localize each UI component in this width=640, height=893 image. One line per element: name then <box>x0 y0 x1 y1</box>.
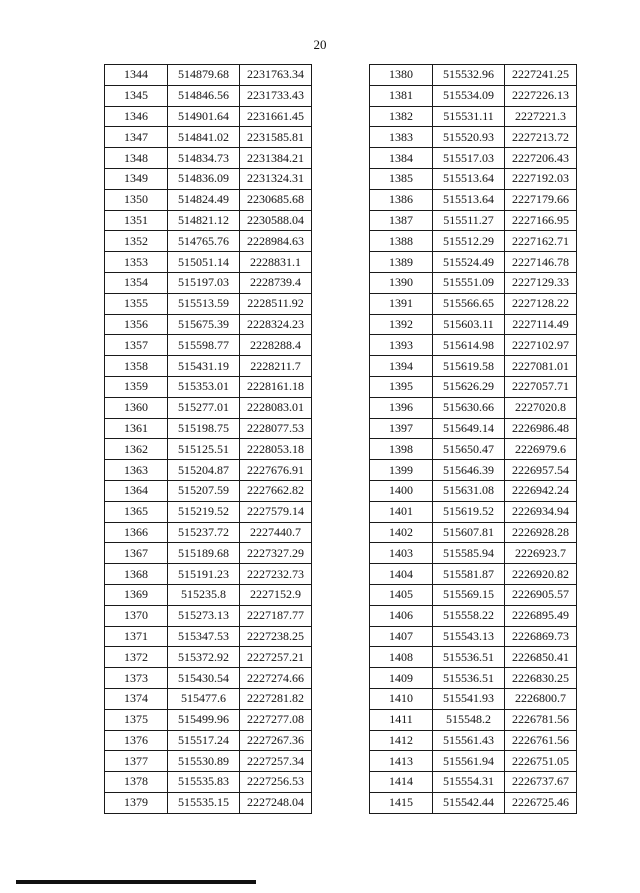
point-number-cell: 1357 <box>105 335 168 356</box>
x-coordinate-cell: 515207.59 <box>168 480 240 501</box>
coordinates-table-left <box>104 64 312 814</box>
table-row <box>105 668 312 689</box>
point-number-cell: 1345 <box>105 85 168 106</box>
table-row <box>105 543 312 564</box>
x-coordinate-cell: 514841.02 <box>168 127 240 148</box>
y-coordinate-cell: 2227102.97 <box>505 335 577 356</box>
x-coordinate-cell: 515524.49 <box>433 252 505 273</box>
table-row <box>105 272 312 293</box>
table-row <box>105 148 312 169</box>
table-row <box>105 564 312 585</box>
point-number-cell: 1349 <box>105 168 168 189</box>
x-coordinate-cell: 515535.15 <box>168 792 240 813</box>
table-row <box>105 356 312 377</box>
point-number-cell: 1355 <box>105 293 168 314</box>
y-coordinate-cell: 2230685.68 <box>240 189 312 210</box>
point-number-cell: 1415 <box>370 792 433 813</box>
table-row <box>370 480 577 501</box>
table-row <box>370 460 577 481</box>
table-row <box>370 65 577 86</box>
point-number-cell: 1375 <box>105 709 168 730</box>
table-row <box>370 106 577 127</box>
table-row <box>370 127 577 148</box>
y-coordinate-cell: 2227579.14 <box>240 501 312 522</box>
point-number-cell: 1404 <box>370 564 433 585</box>
point-number-cell: 1372 <box>105 647 168 668</box>
point-number-cell: 1366 <box>105 522 168 543</box>
x-coordinate-cell: 515197.03 <box>168 272 240 293</box>
point-number-cell: 1388 <box>370 231 433 252</box>
table-row <box>105 605 312 626</box>
table-row <box>370 668 577 689</box>
y-coordinate-cell: 2231733.43 <box>240 85 312 106</box>
table-row <box>105 106 312 127</box>
table-row <box>105 397 312 418</box>
x-coordinate-cell: 514879.68 <box>168 65 240 86</box>
table-row <box>105 626 312 647</box>
y-coordinate-cell: 2227162.71 <box>505 231 577 252</box>
table-row <box>105 231 312 252</box>
point-number-cell: 1361 <box>105 418 168 439</box>
table-row <box>370 252 577 273</box>
y-coordinate-cell: 2228083.01 <box>240 397 312 418</box>
y-coordinate-cell: 2226761.56 <box>505 730 577 751</box>
x-coordinate-cell: 515430.54 <box>168 668 240 689</box>
x-coordinate-cell: 514901.64 <box>168 106 240 127</box>
table-row <box>370 356 577 377</box>
point-number-cell: 1384 <box>370 148 433 169</box>
footer-rule <box>16 880 256 884</box>
y-coordinate-cell: 2227166.95 <box>505 210 577 231</box>
y-coordinate-cell: 2231324.31 <box>240 168 312 189</box>
table-row <box>105 751 312 772</box>
table-row <box>370 148 577 169</box>
point-number-cell: 1397 <box>370 418 433 439</box>
x-coordinate-cell: 514821.12 <box>168 210 240 231</box>
y-coordinate-cell: 2227662.82 <box>240 480 312 501</box>
y-coordinate-cell: 2227187.77 <box>240 605 312 626</box>
y-coordinate-cell: 2227213.72 <box>505 127 577 148</box>
point-number-cell: 1414 <box>370 772 433 793</box>
y-coordinate-cell: 2227129.33 <box>505 272 577 293</box>
point-number-cell: 1402 <box>370 522 433 543</box>
x-coordinate-cell: 515235.8 <box>168 584 240 605</box>
x-coordinate-cell: 515569.15 <box>433 584 505 605</box>
point-number-cell: 1354 <box>105 272 168 293</box>
x-coordinate-cell: 515372.92 <box>168 647 240 668</box>
point-number-cell: 1363 <box>105 460 168 481</box>
point-number-cell: 1407 <box>370 626 433 647</box>
y-coordinate-cell: 2227057.71 <box>505 376 577 397</box>
y-coordinate-cell: 2227327.29 <box>240 543 312 564</box>
x-coordinate-cell: 515517.03 <box>433 148 505 169</box>
table-row <box>105 293 312 314</box>
x-coordinate-cell: 515204.87 <box>168 460 240 481</box>
point-number-cell: 1398 <box>370 439 433 460</box>
point-number-cell: 1367 <box>105 543 168 564</box>
y-coordinate-cell: 2227257.34 <box>240 751 312 772</box>
x-coordinate-cell: 515614.98 <box>433 335 505 356</box>
x-coordinate-cell: 515548.2 <box>433 709 505 730</box>
x-coordinate-cell: 515477.6 <box>168 688 240 709</box>
table-row <box>370 751 577 772</box>
point-number-cell: 1377 <box>105 751 168 772</box>
point-number-cell: 1382 <box>370 106 433 127</box>
table-row <box>370 210 577 231</box>
y-coordinate-cell: 2227152.9 <box>240 584 312 605</box>
y-coordinate-cell: 2226957.54 <box>505 460 577 481</box>
table-row <box>105 418 312 439</box>
y-coordinate-cell: 2228288.4 <box>240 335 312 356</box>
table-row <box>370 772 577 793</box>
page-number: 20 <box>313 37 327 52</box>
y-coordinate-cell: 2226928.28 <box>505 522 577 543</box>
y-coordinate-cell: 2228077.53 <box>240 418 312 439</box>
x-coordinate-cell: 515513.59 <box>168 293 240 314</box>
x-coordinate-cell: 515631.08 <box>433 480 505 501</box>
y-coordinate-cell: 2228211.7 <box>240 356 312 377</box>
y-coordinate-cell: 2227192.03 <box>505 168 577 189</box>
y-coordinate-cell: 2227179.66 <box>505 189 577 210</box>
table-row <box>370 647 577 668</box>
x-coordinate-cell: 515511.27 <box>433 210 505 231</box>
x-coordinate-cell: 515561.43 <box>433 730 505 751</box>
point-number-cell: 1360 <box>105 397 168 418</box>
x-coordinate-cell: 515536.51 <box>433 668 505 689</box>
table-row <box>370 584 577 605</box>
table-row <box>105 335 312 356</box>
point-number-cell: 1379 <box>105 792 168 813</box>
point-number-cell: 1383 <box>370 127 433 148</box>
point-number-cell: 1409 <box>370 668 433 689</box>
x-coordinate-cell: 515532.96 <box>433 65 505 86</box>
table-row <box>370 189 577 210</box>
y-coordinate-cell: 2227232.73 <box>240 564 312 585</box>
y-coordinate-cell: 2227267.36 <box>240 730 312 751</box>
y-coordinate-cell: 2230588.04 <box>240 210 312 231</box>
x-coordinate-cell: 515626.29 <box>433 376 505 397</box>
y-coordinate-cell: 2228511.92 <box>240 293 312 314</box>
y-coordinate-cell: 2226781.56 <box>505 709 577 730</box>
y-coordinate-cell: 2226725.46 <box>505 792 577 813</box>
table-row <box>370 626 577 647</box>
table-row <box>105 439 312 460</box>
point-number-cell: 1352 <box>105 231 168 252</box>
point-number-cell: 1365 <box>105 501 168 522</box>
x-coordinate-cell: 515554.31 <box>433 772 505 793</box>
point-number-cell: 1356 <box>105 314 168 335</box>
table-row <box>105 376 312 397</box>
table-row <box>370 85 577 106</box>
y-coordinate-cell: 2228324.23 <box>240 314 312 335</box>
table-row <box>105 584 312 605</box>
x-coordinate-cell: 515273.13 <box>168 605 240 626</box>
table-row <box>105 168 312 189</box>
table-row <box>370 335 577 356</box>
x-coordinate-cell: 515607.81 <box>433 522 505 543</box>
point-number-cell: 1364 <box>105 480 168 501</box>
point-number-cell: 1385 <box>370 168 433 189</box>
y-coordinate-cell: 2231661.45 <box>240 106 312 127</box>
y-coordinate-cell: 2231384.21 <box>240 148 312 169</box>
point-number-cell: 1380 <box>370 65 433 86</box>
y-coordinate-cell: 2227281.82 <box>240 688 312 709</box>
y-coordinate-cell: 2226934.94 <box>505 501 577 522</box>
y-coordinate-cell: 2226905.57 <box>505 584 577 605</box>
point-number-cell: 1391 <box>370 293 433 314</box>
y-coordinate-cell: 2227226.13 <box>505 85 577 106</box>
x-coordinate-cell: 515520.93 <box>433 127 505 148</box>
table-row <box>105 709 312 730</box>
y-coordinate-cell: 2226830.25 <box>505 668 577 689</box>
y-coordinate-cell: 2231585.81 <box>240 127 312 148</box>
point-number-cell: 1400 <box>370 480 433 501</box>
point-number-cell: 1395 <box>370 376 433 397</box>
y-coordinate-cell: 2227248.04 <box>240 792 312 813</box>
x-coordinate-cell: 515517.24 <box>168 730 240 751</box>
y-coordinate-cell: 2226923.7 <box>505 543 577 564</box>
y-coordinate-cell: 2228053.18 <box>240 439 312 460</box>
x-coordinate-cell: 515675.39 <box>168 314 240 335</box>
point-number-cell: 1386 <box>370 189 433 210</box>
x-coordinate-cell: 515619.52 <box>433 501 505 522</box>
x-coordinate-cell: 515649.14 <box>433 418 505 439</box>
y-coordinate-cell: 2228984.63 <box>240 231 312 252</box>
table-row <box>105 65 312 86</box>
y-coordinate-cell: 2227020.8 <box>505 397 577 418</box>
point-number-cell: 1405 <box>370 584 433 605</box>
x-coordinate-cell: 515581.87 <box>433 564 505 585</box>
table-row <box>105 85 312 106</box>
point-number-cell: 1376 <box>105 730 168 751</box>
table-row <box>370 272 577 293</box>
point-number-cell: 1370 <box>105 605 168 626</box>
y-coordinate-cell: 2227128.22 <box>505 293 577 314</box>
x-coordinate-cell: 515541.93 <box>433 688 505 709</box>
point-number-cell: 1399 <box>370 460 433 481</box>
table-row <box>105 189 312 210</box>
point-number-cell: 1358 <box>105 356 168 377</box>
y-coordinate-cell: 2226942.24 <box>505 480 577 501</box>
x-coordinate-cell: 515219.52 <box>168 501 240 522</box>
table-row <box>370 397 577 418</box>
x-coordinate-cell: 515191.23 <box>168 564 240 585</box>
y-coordinate-cell: 2227676.91 <box>240 460 312 481</box>
y-coordinate-cell: 2228831.1 <box>240 252 312 273</box>
point-number-cell: 1392 <box>370 314 433 335</box>
table-row <box>105 772 312 793</box>
point-number-cell: 1406 <box>370 605 433 626</box>
y-coordinate-cell: 2228161.18 <box>240 376 312 397</box>
table-row <box>105 210 312 231</box>
x-coordinate-cell: 515125.51 <box>168 439 240 460</box>
point-number-cell: 1346 <box>105 106 168 127</box>
x-coordinate-cell: 515347.53 <box>168 626 240 647</box>
y-coordinate-cell: 2227081.01 <box>505 356 577 377</box>
y-coordinate-cell: 2227274.66 <box>240 668 312 689</box>
point-number-cell: 1411 <box>370 709 433 730</box>
point-number-cell: 1396 <box>370 397 433 418</box>
y-coordinate-cell: 2227277.08 <box>240 709 312 730</box>
x-coordinate-cell: 515530.89 <box>168 751 240 772</box>
point-number-cell: 1378 <box>105 772 168 793</box>
x-coordinate-cell: 515277.01 <box>168 397 240 418</box>
x-coordinate-cell: 515534.09 <box>433 85 505 106</box>
point-number-cell: 1368 <box>105 564 168 585</box>
y-coordinate-cell: 2228739.4 <box>240 272 312 293</box>
table-row <box>105 460 312 481</box>
x-coordinate-cell: 515543.13 <box>433 626 505 647</box>
y-coordinate-cell: 2227114.49 <box>505 314 577 335</box>
x-coordinate-cell: 515051.14 <box>168 252 240 273</box>
point-number-cell: 1351 <box>105 210 168 231</box>
x-coordinate-cell: 515499.96 <box>168 709 240 730</box>
table-row <box>370 418 577 439</box>
x-coordinate-cell: 515531.11 <box>433 106 505 127</box>
x-coordinate-cell: 514765.76 <box>168 231 240 252</box>
x-coordinate-cell: 514834.73 <box>168 148 240 169</box>
table-row <box>370 439 577 460</box>
x-coordinate-cell: 515551.09 <box>433 272 505 293</box>
table-row <box>370 605 577 626</box>
x-coordinate-cell: 515585.94 <box>433 543 505 564</box>
x-coordinate-cell: 515536.51 <box>433 647 505 668</box>
point-number-cell: 1371 <box>105 626 168 647</box>
table-row <box>105 314 312 335</box>
table-row <box>105 480 312 501</box>
y-coordinate-cell: 2227206.43 <box>505 148 577 169</box>
y-coordinate-cell: 2226986.48 <box>505 418 577 439</box>
point-number-cell: 1403 <box>370 543 433 564</box>
x-coordinate-cell: 515598.77 <box>168 335 240 356</box>
x-coordinate-cell: 514824.49 <box>168 189 240 210</box>
table-row <box>105 127 312 148</box>
y-coordinate-cell: 2226895.49 <box>505 605 577 626</box>
point-number-cell: 1373 <box>105 668 168 689</box>
point-number-cell: 1389 <box>370 252 433 273</box>
point-number-cell: 1347 <box>105 127 168 148</box>
point-number-cell: 1344 <box>105 65 168 86</box>
table-row <box>370 543 577 564</box>
x-coordinate-cell: 515237.72 <box>168 522 240 543</box>
point-number-cell: 1394 <box>370 356 433 377</box>
point-number-cell: 1413 <box>370 751 433 772</box>
x-coordinate-cell: 515558.22 <box>433 605 505 626</box>
point-number-cell: 1369 <box>105 584 168 605</box>
y-coordinate-cell: 2231763.34 <box>240 65 312 86</box>
x-coordinate-cell: 515353.01 <box>168 376 240 397</box>
table-row <box>370 792 577 813</box>
x-coordinate-cell: 515535.83 <box>168 772 240 793</box>
y-coordinate-cell: 2227440.7 <box>240 522 312 543</box>
table-row <box>370 314 577 335</box>
y-coordinate-cell: 2227238.25 <box>240 626 312 647</box>
table-row <box>105 522 312 543</box>
point-number-cell: 1348 <box>105 148 168 169</box>
y-coordinate-cell: 2226800.7 <box>505 688 577 709</box>
point-number-cell: 1412 <box>370 730 433 751</box>
table-row <box>370 293 577 314</box>
table-row <box>370 522 577 543</box>
x-coordinate-cell: 515630.66 <box>433 397 505 418</box>
x-coordinate-cell: 515513.64 <box>433 168 505 189</box>
point-number-cell: 1393 <box>370 335 433 356</box>
table-row <box>370 231 577 252</box>
x-coordinate-cell: 515566.65 <box>433 293 505 314</box>
table-row <box>370 709 577 730</box>
x-coordinate-cell: 515619.58 <box>433 356 505 377</box>
point-number-cell: 1408 <box>370 647 433 668</box>
x-coordinate-cell: 515561.94 <box>433 751 505 772</box>
table-row <box>370 688 577 709</box>
table-row <box>105 501 312 522</box>
x-coordinate-cell: 515513.64 <box>433 189 505 210</box>
table-row <box>105 792 312 813</box>
table-row <box>105 252 312 273</box>
point-number-cell: 1350 <box>105 189 168 210</box>
point-number-cell: 1374 <box>105 688 168 709</box>
table-row <box>370 730 577 751</box>
point-number-cell: 1362 <box>105 439 168 460</box>
table-row <box>105 647 312 668</box>
point-number-cell: 1410 <box>370 688 433 709</box>
table-row <box>370 501 577 522</box>
table-row <box>105 688 312 709</box>
y-coordinate-cell: 2227257.21 <box>240 647 312 668</box>
y-coordinate-cell: 2226850.41 <box>505 647 577 668</box>
y-coordinate-cell: 2226751.05 <box>505 751 577 772</box>
x-coordinate-cell: 515431.19 <box>168 356 240 377</box>
y-coordinate-cell: 2227256.53 <box>240 772 312 793</box>
y-coordinate-cell: 2226920.82 <box>505 564 577 585</box>
table-row <box>370 376 577 397</box>
x-coordinate-cell: 515542.44 <box>433 792 505 813</box>
table-row <box>105 730 312 751</box>
y-coordinate-cell: 2226869.73 <box>505 626 577 647</box>
y-coordinate-cell: 2227221.3 <box>505 106 577 127</box>
x-coordinate-cell: 515512.29 <box>433 231 505 252</box>
y-coordinate-cell: 2227146.78 <box>505 252 577 273</box>
x-coordinate-cell: 515646.39 <box>433 460 505 481</box>
point-number-cell: 1359 <box>105 376 168 397</box>
point-number-cell: 1381 <box>370 85 433 106</box>
x-coordinate-cell: 515198.75 <box>168 418 240 439</box>
point-number-cell: 1390 <box>370 272 433 293</box>
x-coordinate-cell: 515189.68 <box>168 543 240 564</box>
y-coordinate-cell: 2227241.25 <box>505 65 577 86</box>
point-number-cell: 1401 <box>370 501 433 522</box>
x-coordinate-cell: 515603.11 <box>433 314 505 335</box>
y-coordinate-cell: 2226979.6 <box>505 439 577 460</box>
coordinates-table-right <box>369 64 577 814</box>
x-coordinate-cell: 514836.09 <box>168 168 240 189</box>
point-number-cell: 1387 <box>370 210 433 231</box>
table-row <box>370 564 577 585</box>
x-coordinate-cell: 514846.56 <box>168 85 240 106</box>
y-coordinate-cell: 2226737.67 <box>505 772 577 793</box>
point-number-cell: 1353 <box>105 252 168 273</box>
x-coordinate-cell: 515650.47 <box>433 439 505 460</box>
table-row <box>370 168 577 189</box>
